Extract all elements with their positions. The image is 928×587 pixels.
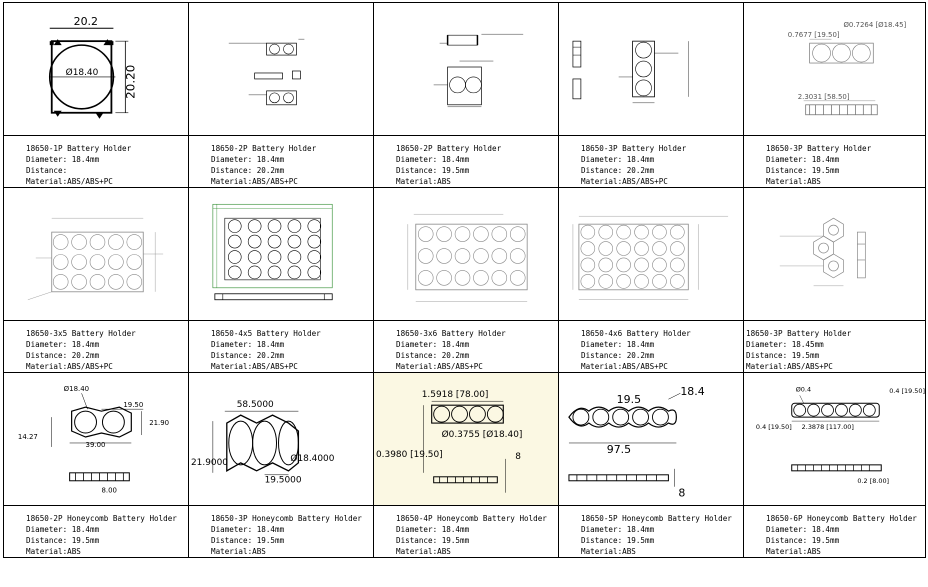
drawing-cell [559, 188, 744, 321]
holder-1p-drawing [4, 3, 188, 135]
product-diameter: Diameter: 18.4mm [396, 340, 470, 349]
cell-slot [652, 258, 666, 272]
dim-top: 1.5918 [78.00] [421, 390, 489, 401]
cell-slot [599, 258, 613, 272]
product-diameter: Diameter: 18.4mm [581, 525, 655, 534]
drawing-cell [374, 373, 559, 506]
product-diameter: Diameter: 18.4mm [211, 525, 285, 534]
cell-slot [617, 225, 631, 239]
honeycomb-6p-drawing [744, 373, 925, 505]
product-material: Material:ABS [26, 547, 81, 556]
drawing-cell [744, 373, 926, 506]
spec-cell [744, 136, 926, 188]
cell-slot [418, 227, 433, 242]
cell-slot [72, 254, 87, 269]
dim-left: 0.4 [19.50] [755, 423, 792, 432]
drawing-cell [559, 373, 744, 506]
product-diameter: Diameter: 18.4mm [211, 340, 285, 349]
cell-slot [308, 251, 321, 264]
product-name: 18650-2P Battery Holder [396, 144, 502, 153]
product-material: Material:ABS [396, 547, 451, 556]
cell-slot [617, 274, 631, 288]
product-material: Material:ABS/ABS+PC [396, 362, 483, 371]
cell-slot [288, 220, 301, 233]
product-distance: Distance: 19.5mm [396, 536, 470, 545]
cell-slot [599, 225, 613, 239]
product-name: 18650-3x5 Battery Holder [26, 329, 136, 338]
holder-3p-drawing [559, 3, 743, 135]
product-distance: Distance: 20.2mm [581, 351, 655, 360]
product-distance: Distance: 19.5mm [766, 536, 840, 545]
dim-height: 21.90 [149, 419, 170, 428]
spec-cell [374, 321, 559, 373]
cell-slot [268, 235, 281, 248]
drawing-cell [189, 3, 374, 136]
cell-slot [635, 242, 649, 256]
cell-slot [670, 225, 684, 239]
holder-2p-b-drawing [374, 3, 558, 135]
dim-bottom: 2.3031 [58.50] [797, 92, 850, 101]
dim-circle: Ø0.7264 [Ø18.45] [843, 21, 907, 30]
cell-slot [581, 242, 595, 256]
dim-circle: Ø18.40 [63, 385, 90, 394]
product-name: 18650-3P Honeycomb Battery Holder [211, 514, 362, 523]
cell-slot [268, 251, 281, 264]
product-distance: Distance: 19.5mm [396, 166, 470, 175]
drawing-cell [4, 373, 189, 506]
cell-slot [418, 270, 433, 285]
spec-cell [559, 136, 744, 188]
product-name: 18650-3P Battery Holder [746, 329, 852, 338]
cell-slot [581, 258, 595, 272]
cell-slot [308, 220, 321, 233]
cell-slot [268, 266, 281, 279]
dim-thick: 8.00 [101, 486, 117, 495]
dim-circle: Ø18.4000 [290, 453, 335, 464]
drawing-cell [4, 3, 189, 136]
cell-slot [492, 227, 507, 242]
product-name: 18650-1P Battery Holder [26, 144, 132, 153]
product-distance: Distance: 19.5mm [746, 351, 820, 360]
dim-top: 0.7677 [19.50] [787, 31, 840, 40]
dim-width: 39.00 [85, 440, 106, 449]
product-diameter: Diameter: 18.4mm [581, 155, 655, 164]
dim-width: 97.5 [606, 442, 632, 456]
cell-slot [308, 266, 321, 279]
cell-slot [288, 251, 301, 264]
product-diameter: Diameter: 18.45mm [746, 340, 824, 349]
product-material: Material:ABS/ABS+PC [26, 362, 113, 371]
cell-slot [288, 235, 301, 248]
cell-slot [635, 274, 649, 288]
cell-slot [473, 270, 488, 285]
cell-slot [437, 270, 452, 285]
cell-slot [652, 225, 666, 239]
cell-slot [72, 274, 87, 289]
product-material: Material:ABS [766, 547, 821, 556]
cell-slot [308, 235, 321, 248]
dim-circle: Ø0.4 [795, 385, 812, 394]
spec-cell [189, 506, 374, 558]
product-diameter: Diameter: 18.4mm [26, 525, 100, 534]
cell-slot [599, 242, 613, 256]
cell-slot [53, 235, 68, 250]
product-material: Material:ABS/ABS+PC [746, 362, 833, 371]
dim-thick: 0.2 [8.00] [857, 476, 890, 485]
cell-slot [510, 227, 525, 242]
cell-slot [90, 235, 105, 250]
dim-circle: Ø0.3755 [Ø18.40] [441, 430, 523, 441]
dim-width: 20.2 [73, 15, 98, 29]
dim-height: 21.9000 [190, 457, 228, 468]
cell-slot [248, 220, 261, 233]
cell-slot [492, 249, 507, 264]
honeycomb-4p-drawing [374, 373, 558, 505]
drawing-cell [189, 373, 374, 506]
product-distance: Distance: [26, 166, 68, 175]
cell-slot [437, 227, 452, 242]
holder-4x5-drawing [189, 188, 373, 320]
cell-slot [127, 274, 142, 289]
product-diameter: Diameter: 18.4mm [211, 155, 285, 164]
product-material: Material:ABS/ABS+PC [211, 362, 298, 371]
honeycomb-3p-drawing [189, 373, 373, 505]
cell-slot [108, 235, 123, 250]
cell-slot [72, 235, 87, 250]
cell-slot [635, 258, 649, 272]
product-diameter: Diameter: 18.4mm [766, 155, 840, 164]
cell-slot [635, 225, 649, 239]
cell-slot [288, 266, 301, 279]
holder-4x6-drawing [559, 188, 743, 320]
spec-cell [559, 506, 744, 558]
product-material: Material:ABS/ABS+PC [211, 177, 298, 186]
spec-cell [4, 136, 189, 188]
product-distance: Distance: 20.2mm [211, 166, 285, 175]
cell-slot [670, 274, 684, 288]
product-diameter: Diameter: 18.4mm [581, 340, 655, 349]
dim-height: 20.20 [123, 64, 138, 99]
product-name: 18650-3x6 Battery Holder [396, 329, 506, 338]
dim-right: 0.4 [19.50] [889, 387, 925, 396]
cell-slot [53, 274, 68, 289]
cell-slot [670, 242, 684, 256]
spec-cell [189, 136, 374, 188]
cell-slot [248, 235, 261, 248]
drawing-cell [744, 3, 926, 136]
cell-slot [473, 249, 488, 264]
product-diameter: Diameter: 18.4mm [766, 525, 840, 534]
dim-width: 58.5000 [236, 400, 274, 411]
product-diameter: Diameter: 18.4mm [396, 525, 470, 534]
spec-cell [4, 506, 189, 558]
holder-3p-b-drawing [744, 3, 925, 135]
drawing-cell [559, 3, 744, 136]
holder-2p-drawing [189, 3, 373, 135]
product-material: Material:ABS/ABS+PC [26, 177, 113, 186]
product-material: Material:ABS [766, 177, 821, 186]
product-distance: Distance: 20.2mm [396, 351, 470, 360]
drawing-cell [744, 188, 926, 321]
cell-slot [248, 251, 261, 264]
product-name: 18650-4x6 Battery Holder [581, 329, 691, 338]
dim-left: 14.27 [17, 433, 38, 441]
spec-cell [559, 321, 744, 373]
dim-side: 0.3980 [19.50] [375, 449, 443, 460]
honeycomb-2p-drawing [4, 373, 188, 505]
product-name: 18650-6P Honeycomb Battery Holder [766, 514, 917, 523]
cell-slot [455, 227, 470, 242]
product-material: Material:ABS/ABS+PC [581, 177, 668, 186]
cell-slot [127, 235, 142, 250]
spec-cell [4, 321, 189, 373]
cell-slot [268, 220, 281, 233]
dim-width: 2.3878 [117.00] [801, 423, 854, 432]
product-distance: Distance: 19.5mm [211, 536, 285, 545]
cell-slot [418, 249, 433, 264]
spec-cell [189, 321, 374, 373]
cell-slot [228, 251, 241, 264]
holder-3x6-drawing [374, 188, 558, 320]
product-distance: Distance: 19.5mm [766, 166, 840, 175]
cell-slot [510, 270, 525, 285]
dim-thick: 8 [515, 451, 521, 462]
drawing-cell [189, 188, 374, 321]
holder-3x5-drawing [4, 188, 188, 320]
product-name: 18650-3P Battery Holder [581, 144, 687, 153]
product-grid [3, 2, 926, 558]
cell-slot [228, 266, 241, 279]
cell-slot [228, 220, 241, 233]
cell-slot [492, 270, 507, 285]
product-distance: Distance: 19.5mm [581, 536, 655, 545]
cell-slot [127, 254, 142, 269]
product-distance: Distance: 20.2mm [581, 166, 655, 175]
cell-slot [108, 274, 123, 289]
spec-cell [744, 506, 926, 558]
product-distance: Distance: 20.2mm [26, 351, 100, 360]
spec-cell [374, 506, 559, 558]
product-name: 18650-5P Honeycomb Battery Holder [581, 514, 732, 523]
product-name: 18650-3P Battery Holder [766, 144, 872, 153]
cell-slot [652, 242, 666, 256]
cell-slot [581, 225, 595, 239]
cell-slot [652, 274, 666, 288]
dim-circle: Ø18.40 [65, 67, 99, 78]
cell-slot [437, 249, 452, 264]
cell-slot [510, 249, 525, 264]
dim-thick: 8 [678, 486, 686, 500]
product-name: 18650-4P Honeycomb Battery Holder [396, 514, 547, 523]
drawing-cell [4, 188, 189, 321]
product-diameter: Diameter: 18.4mm [396, 155, 470, 164]
cell-slot [581, 274, 595, 288]
cell-slot [90, 274, 105, 289]
product-name: 18650-2P Battery Holder [211, 144, 317, 153]
cell-slot [455, 249, 470, 264]
drawing-cell [374, 188, 559, 321]
product-distance: Distance: 19.5mm [26, 536, 100, 545]
cell-slot [473, 227, 488, 242]
cell-slot [599, 274, 613, 288]
spec-cell [374, 136, 559, 188]
product-material: Material:ABS/ABS+PC [581, 362, 668, 371]
cell-slot [53, 254, 68, 269]
cell-slot [617, 258, 631, 272]
holder-3p-c-drawing [744, 188, 925, 320]
product-diameter: Diameter: 18.4mm [26, 340, 100, 349]
honeycomb-5p-drawing [559, 373, 743, 505]
cell-slot [90, 254, 105, 269]
cell-slot [617, 242, 631, 256]
cell-slot [108, 254, 123, 269]
cell-slot [248, 266, 261, 279]
dim-circle: 18.4 [680, 385, 705, 399]
product-material: Material:ABS [396, 177, 451, 186]
product-name: 18650-4x5 Battery Holder [211, 329, 321, 338]
cell-slot [670, 258, 684, 272]
product-material: Material:ABS [581, 547, 636, 556]
product-diameter: Diameter: 18.4mm [26, 155, 100, 164]
cell-slot [228, 235, 241, 248]
product-name: 18650-2P Honeycomb Battery Holder [26, 514, 177, 523]
dim-pitch: 19.5000 [264, 475, 302, 486]
dim-pitch: 19.50 [123, 401, 144, 410]
cell-slot [455, 270, 470, 285]
product-material: Material:ABS [211, 547, 266, 556]
dim-pitch: 19.5 [616, 393, 642, 407]
drawing-cell [374, 3, 559, 136]
spec-cell [744, 321, 926, 373]
product-distance: Distance: 20.2mm [211, 351, 285, 360]
